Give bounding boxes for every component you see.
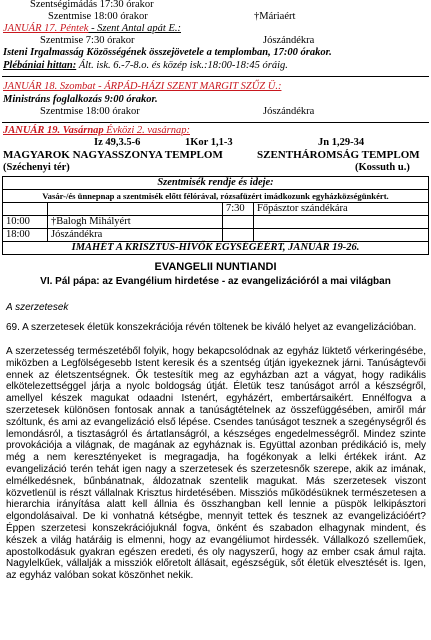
mass-time: Szentmise 18:00 órakor [48, 11, 148, 22]
reading-1: Iz 49,3.5-6 [94, 137, 141, 148]
table-row [3, 177, 429, 190]
intention-cell: †Balogh Mihályért [48, 216, 223, 229]
day-heading-friday [3, 23, 181, 35]
intention-cell [254, 216, 429, 229]
community-meeting: Isteni Irgalmasság Közösségének összejövetele a templomban, 17:00 órakor. [3, 47, 332, 58]
reading-3: Jn 1,29-34 [318, 137, 365, 148]
church-left-address: (Széchenyi tér) [3, 162, 70, 173]
mass-intention: Jószándékra [263, 35, 315, 46]
section-heading: A szerzetesek [6, 302, 69, 313]
mass-time: Szentmise 7:30 órakor [40, 35, 135, 46]
table-row [3, 190, 429, 203]
paragraph-main: A szerzetesség természetéből folyik, hogy bekapcsolódnak az egyház lüktető vérkeringésébe, miközben a Legfölségesebb Istent keresik és a szentség útján igyekeznek járni. Tanúságtevői ennek az életszentségnek. Ők testesítik meg az egyházban azt a vágyat, hogy radikális elkötelezettséggel járja a nyolc boldogság útját. Életük tesz tanúságot arról a készségről, amellyel készek magukat odaadni Istenért, egyházért, embertársaikért. Ennélfogva a szerzetesek különösen fontosak annak a tanúságtételnek az összefüggésében, amiről már szóltunk, és ami az evangelizáció első lépése. Csendes tanúságot tesznek a szegénységről és lemondásról, a tisztaságról és ártatlanságról, a készséges engedelmességről. Mindez szinte provokációja a világnak, de magának az egyháznak is. Együttal azonban prédikáció is, mely még a nem keresztényeket is megragadja, ha fogékonyak a lelki értékek iránt. Az evangelizáció terén tehát igen nagy a szerzetesek és szerzetesnők szerepe, akik az imának, elmélkedésnek, bűnbánatnak, áldozatnak szentelik magukat. Más szerzetesek viszont közvetlenül is részt vállalnak Krisztus hirdetésében. Missziós működésüknek természetesen a hierarchia irányítása alatt kell állnia és összhangban kell lennie a püspök lelkipásztori elgondolásaival. De ki vonhatná kétségbe, mennyit tettek és tesznek az evangelizációért? Éppen szerzetesi konszekrációjuknál fogva, önként és szabadon elhagynak mindent, és készek a világ határáig is elmenni, hogy az evangéliumot hirdessék. Vállalkozó szelleműek, apostolkodásuk gyakran egészen eredeti, és oly nagyszerű, hogy az ember csak ámul rajta. Nagylelkűek, vállalják a missziók előretolt állásait, egészségük, sőt életük elvesztését is. Igen, az egyház valóban sokat köszönhet nekik. [6, 346, 426, 582]
divider [2, 122, 429, 123]
day-heading-sunday [3, 125, 190, 137]
table-row [3, 242, 429, 255]
intention-cell: Jószándékra [48, 229, 223, 242]
date-label: JANUÁR 17. Péntek [3, 23, 89, 34]
date-label: JANUÁR 19. Vasárnap [3, 125, 104, 136]
altar-server-meeting: Ministráns foglalkozás 9:00 órakor. [3, 94, 158, 105]
mass-intention: †Máriaért [254, 11, 296, 22]
feast-label: Évközi 2. vasárnap: [103, 125, 190, 136]
catechism-label: Plébániai hittan: [3, 60, 77, 71]
time-cell [223, 216, 254, 229]
schedule-header: Szentmisék rendje és ideje: [3, 177, 429, 190]
time-cell [3, 203, 48, 216]
mass-time: Szentmise 18:00 órakor [40, 106, 140, 117]
intention-cell: Főpásztor szándékára [254, 203, 429, 216]
divider [2, 76, 429, 77]
article-title: EVANGELII NUNTIANDI [154, 261, 277, 273]
catechism-details: Ált. isk. 6.-7-8.o. és közép isk.:18:00-18:45 óráig. [76, 60, 288, 71]
mass-intention: Jószándékra [263, 106, 315, 117]
intention-cell [254, 229, 429, 242]
table-row [3, 229, 429, 242]
time-cell [223, 229, 254, 242]
church-left-name: MAGYAROK NAGYASSZONYA TEMPLOM [3, 149, 223, 161]
article-subtitle: VI. Pál pápa: az Evangélium hirdetése - az evangelizációról a mai világban [40, 276, 391, 287]
feast-label: - ÁRPÁD-HÁZI SZENT MARGIT SZŰZ Ü.: [95, 81, 282, 92]
reading-2: 1Kor 1,1-3 [185, 137, 233, 148]
date-label: JANUÁR 18. Szombat [3, 81, 96, 92]
adoration-line: Szentségimádás 17:30 órakor [30, 0, 154, 10]
time-cell: 18:00 [3, 229, 48, 242]
day-heading-saturday [3, 81, 281, 93]
catechism-line [3, 60, 288, 72]
time-cell: 7:30 [223, 203, 254, 216]
intention-cell [48, 203, 223, 216]
prayer-week-banner: IMAHÉT A KRISZTUS-HÍVŐK EGYSÉGÉÉRT, JANUÁR 19-26. [3, 242, 429, 255]
mass-schedule-table [2, 176, 429, 255]
feast-label: - Szent Antal apát E.: [88, 23, 181, 34]
table-row [3, 203, 429, 216]
paragraph-69: 69. A szerzetesek életük konszekrációja révén töltenek be kiváló helyet az evangelizációban. [6, 322, 417, 333]
table-row [3, 216, 429, 229]
church-right-address: (Kossuth u.) [355, 162, 410, 173]
church-right-name: SZENTHÁROMSÁG TEMPLOM [257, 149, 420, 161]
schedule-note: Vasár-/és ünnepnap a szentmisék előtt félórával, rózsafüzért imádkozunk egyházközségünkért. [3, 190, 429, 203]
time-cell: 10:00 [3, 216, 48, 229]
